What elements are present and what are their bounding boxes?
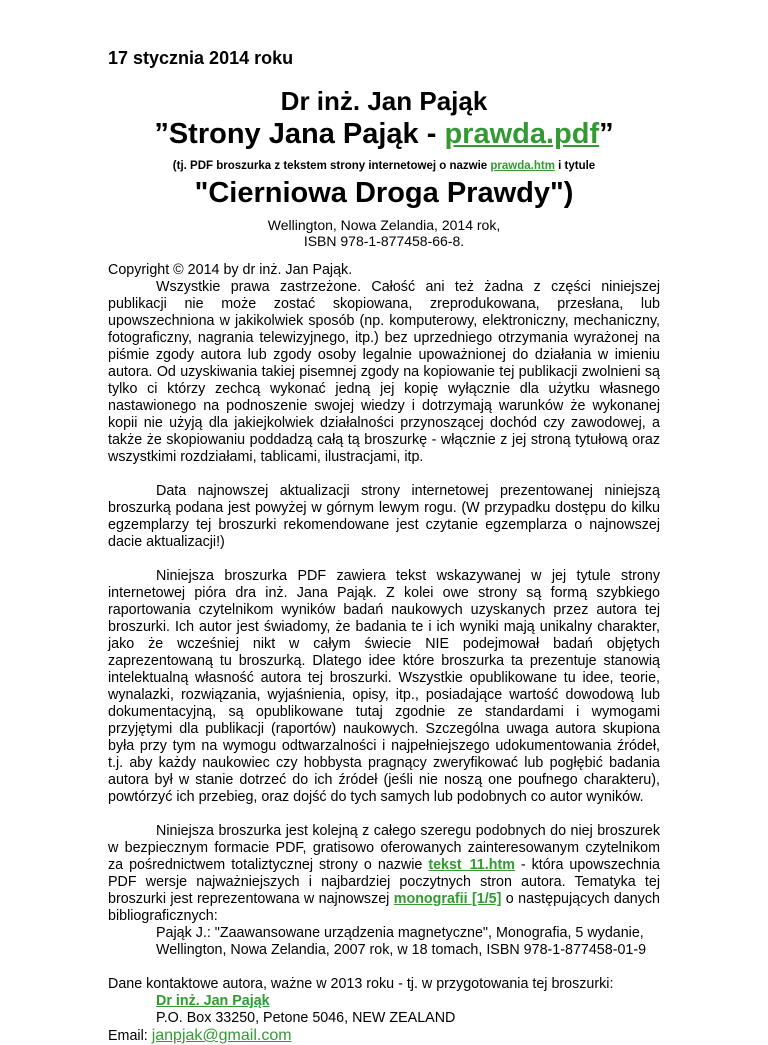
document-body [108, 262, 660, 1045]
rights-paragraph: Wszystkie prawa zastrzeżone. Całość ani też żadna z części niniejszej publikacji nie może zostać skopiowana, zreprodukowana, przesłana, lub upowszechniona w jakikolwiek sposób (np. komputerowy, elektroniczny, mechaniczny, fotograficzny, nagrania telewizyjnego, itp.) bez uprzedniego otrzymania wyrażonej na piśmie zgody autora lub zgody osoby legalnie upoważnionej do działania w imieniu autora. Od uzyskiwania takiej pisemnej zgody na kopiowanie tej publikacji zwolnieni są tylko ci którzy zechcą wykonać jedną jej kopię wyłącznie dla użytku własnego nastawionego na podnoszenie swojej wiedzy i dotrzymają warunków że wykonanej kopii nie użyją dla jakiejkolwiek działalności przynoszącej dochód czy zawodowej, a także że skopiowaniu poddadzą całą tą broszurkę - włącznie z jej stroną tytułową oraz wszystkimi rozdziałami, tablicami, ilustracjami, itp. [108, 279, 660, 465]
subtitle-suffix: i tytule [554, 160, 596, 172]
contact-address: P.O. Box 33250, Petone 5046, NEW ZEALAND [156, 1010, 456, 1026]
document-subtitle [108, 160, 660, 172]
title-prefix: ”Strony Jana Pająk - [154, 118, 445, 150]
email-label: Email: [108, 1028, 152, 1044]
isbn-line: ISBN 978-1-877458-66-8. [303, 233, 465, 249]
biblio-line-2: Wellington, Nowa Zelandia, 2007 rok, w 18 tomach, ISBN 978-1-877458-01-9 [156, 942, 647, 958]
series-text-1: Niniejsza broszurka jest kolejną z całego szeregu podobnych do niej broszurek w bezpiecznym formacie PDF, gratisowo oferowanych zainteresowanym czytelnikom za pośrednictwem totaliztycznej strony o nazwie [108, 823, 660, 873]
series-text-2: - która upowszechnia PDF wersje najważniejszych i najbardziej poczytnych stron autora. Tematyka tej broszurki jest reprezentowana w najnowszej [108, 857, 660, 907]
title-pdf-link[interactable]: prawda.pdf [444, 118, 600, 150]
contact-name-line [108, 993, 660, 1010]
contact-intro: Dane kontaktowe autora, ważne w 2013 roku - tj. w przygotowania tej broszurki: [108, 976, 614, 992]
author-heading: Dr inż. Jan Pająk [280, 86, 488, 116]
about-paragraph: Niniejsza broszurka PDF zawiera tekst wskazywanej w jej tytule strony internetowej pióra dra inż. Jana Pająk. Z kolei owe strony są formą szybkiego raportowania czytelnikom wyników badań naukowych uzyskanych przez autora tej broszurki. Ich autor jest świadomy, że badania te i ich wyniki mają unikalny charakter, jako że wcześniej nikt w całym świecie NIE podejmował badań objętych zaprezentowaną tu broszurką. Dlatego idee które broszurka ta prezentuje stanowią intelektualną własność autora tej broszurki. Wszystkie opublikowane tu idee, teorie, wynalazki, rozwiązania, wyjaśnienia, opisy, itp., posiadające wartość dowodową lub dokumentacyjną, są opublikowane tutaj zgodnie ze standardami i wymogami przyjętymi dla publikacji (raportów) naukowych. Szczególna uwaga autora skupiona była przy tym na wymogu odtwarzalności i najpełniejszego udokumentowania źródeł, t.j. aby każdy naukowiec czy hobbysta pragnący zweryfikować lub pogłębić badania autora był w stanie dotrzeć do ich źródeł (jeśli nie noszą one poufnego charakteru), powtórzyć ich przebieg, oraz dojść do tych samych lub podobnych co autor wyników. [108, 568, 660, 805]
biblio-line-1: Pająk J.: "Zaawansowane urządzenia magnetyczne", Monografia, 5 wydanie, [156, 925, 644, 941]
email-link[interactable]: janpjak@gmail.com [151, 1027, 292, 1044]
subtitle-htm-link[interactable]: prawda.htm [490, 160, 555, 172]
title-suffix: ” [599, 118, 614, 150]
series-paragraph [108, 823, 660, 925]
publication-place [108, 217, 660, 249]
document-date: 17 stycznia 2014 roku [108, 48, 294, 68]
subtitle-prefix: (tj. PDF broszurka z tekstem strony internetowej o nazwie [172, 160, 491, 172]
place-line: Wellington, Nowa Zelandia, 2014 rok, [267, 217, 501, 233]
monografia-link[interactable]: monografii [1/5] [393, 891, 502, 907]
update-date-paragraph: Data najnowszej aktualizacji strony internetowej prezentowanej niniejszą broszurką podana jest powyżej w górnym lewym rogu. (W przypadku dostępu do kilku egzemplarzy tej broszurki rekomendowane jest czytanie egzemplarza o najnowszej dacie aktualizacji!) [108, 483, 660, 550]
series-text-3: o następujących danych bibliograficznych: [108, 891, 661, 924]
copyright-line: Copyright © 2014 by dr inż. Jan Pająk. [108, 262, 353, 278]
document-title [108, 118, 660, 151]
contact-email-line [108, 1027, 660, 1045]
tekst-11-link[interactable]: tekst_11.htm [428, 857, 515, 873]
contact-name-link[interactable]: Dr inż. Jan Pająk [156, 993, 270, 1009]
document-title-secondary: "Cierniowa Droga Prawdy") [194, 177, 574, 209]
